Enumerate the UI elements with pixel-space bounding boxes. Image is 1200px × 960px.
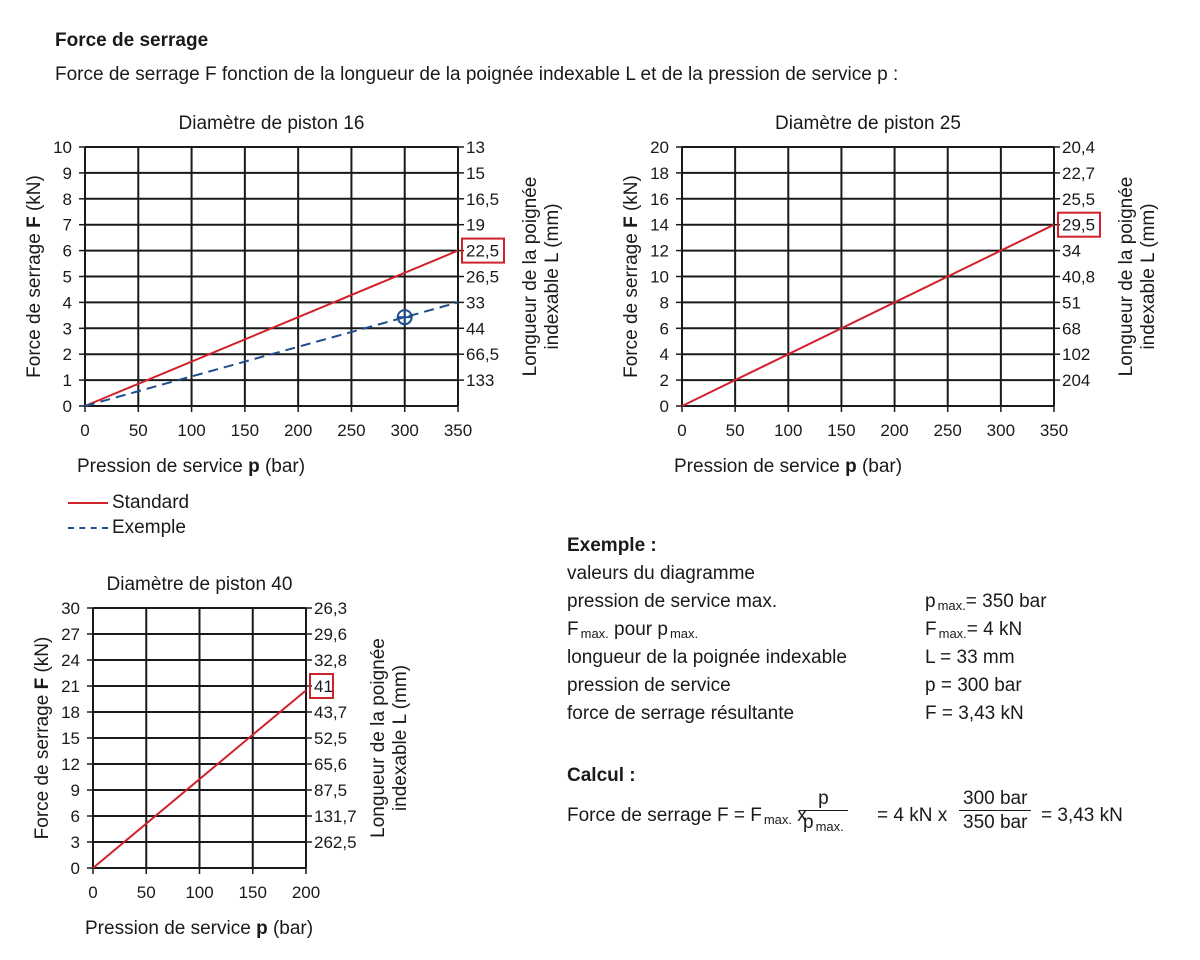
y2-tick-label: 22,5 — [466, 241, 500, 261]
y2-tick-label: 16,5 — [466, 189, 500, 209]
y-axis-label — [32, 637, 53, 840]
y-axis-label-part: Force de serrage — [621, 227, 642, 378]
example-row-value: F = 3,43 kN — [925, 703, 1024, 724]
y-tick-label: 24 — [61, 651, 80, 670]
y-tick-label: 8 — [62, 189, 72, 209]
example-row-label: longueur de la poignée indexable — [567, 647, 847, 668]
x-axis-label-part: (bar) — [267, 918, 314, 939]
y-tick-label: 14 — [650, 215, 669, 235]
example-row-values — [567, 560, 1127, 588]
x-tick-label: 0 — [80, 421, 90, 440]
x-tick-label: 150 — [827, 421, 856, 440]
chart-title: Diamètre de piston 25 — [775, 113, 961, 134]
y2-tick-label: 26,5 — [466, 267, 500, 287]
series-line-standard — [682, 225, 1054, 406]
y-tick-label: 1 — [62, 371, 72, 391]
legend-swatch-standard — [68, 502, 108, 504]
example-row-pressure — [567, 672, 1127, 700]
calculation-title: Calcul : — [567, 765, 636, 786]
y2-tick-label: 26,3 — [314, 599, 348, 618]
chart-3 — [32, 574, 411, 939]
x-axis-label-part: Pression de service — [85, 918, 257, 939]
y2-tick-label: 68 — [1062, 319, 1081, 339]
y-tick-label: 20 — [650, 138, 669, 157]
example-row-value: p $_{max.}$= 350 bar — [925, 591, 1047, 613]
y2-axis-label-line2: indexable L (mm) — [542, 203, 563, 350]
x-tick-label: 200 — [880, 421, 909, 440]
x-tick-label: 100 — [177, 421, 206, 440]
example-row-value: L = 33 mm — [925, 647, 1015, 668]
y-tick-label: 18 — [650, 163, 669, 183]
y-axis-label — [621, 175, 642, 378]
y2-tick-label: 22,7 — [1062, 163, 1096, 183]
y-tick-label: 10 — [53, 138, 72, 157]
y2-tick-label: 87,5 — [314, 781, 348, 800]
y-axis-label-part: (kN) — [24, 175, 45, 217]
legend-label-example: Exemple — [112, 517, 186, 538]
y-axis-label-part: Force de serrage — [24, 227, 45, 378]
y-tick-label: 6 — [70, 807, 80, 826]
example-row-pmax — [567, 588, 1127, 616]
x-tick-label: 250 — [337, 421, 366, 440]
y2-tick-label: 262,5 — [314, 833, 357, 852]
y2-tick-label: 52,5 — [314, 729, 348, 748]
legend-label-standard: Standard — [112, 492, 190, 513]
y2-axis-label-line2: indexable L (mm) — [390, 664, 411, 812]
y2-tick-label: 204 — [1062, 371, 1091, 391]
y2-tick-label: 25,5 — [1062, 189, 1096, 209]
x-tick-label: 0 — [677, 421, 687, 440]
x-tick-label: 300 — [986, 421, 1016, 440]
y-axis-label-part: F — [621, 216, 642, 228]
chart-title: Diamètre de piston 16 — [178, 113, 365, 134]
x-tick-label: 0 — [88, 883, 98, 902]
chart-title: Diamètre de piston 40 — [106, 574, 293, 595]
y2-tick-label: 15 — [466, 163, 485, 183]
y-tick-label: 15 — [61, 729, 80, 748]
y2-axis-label-line1: Longueur de la poignée — [1116, 176, 1137, 377]
y2-tick-label: 133 — [466, 371, 495, 391]
x-tick-label: 100 — [185, 883, 214, 902]
x-axis-label-part: Pression de service — [674, 456, 846, 477]
y-tick-label: 12 — [650, 241, 669, 261]
example-row-fmax — [567, 616, 1127, 644]
chart-1 — [24, 113, 563, 477]
y2-tick-label: 29,5 — [1062, 215, 1096, 235]
y2-tick-label: 41 — [314, 677, 333, 696]
y-axis-label-part: F — [32, 677, 53, 690]
page-title: Force de serrage — [55, 30, 209, 51]
y-tick-label: 10 — [650, 267, 669, 287]
x-tick-label: 50 — [725, 421, 745, 440]
example-row-label: force de serrage résultante — [567, 703, 795, 724]
x-axis-label-part: (bar) — [259, 456, 306, 477]
example-row-label: valeurs du diagramme — [567, 563, 755, 584]
example-box — [567, 532, 1127, 728]
y-tick-label: 0 — [70, 859, 80, 878]
x-tick-label: 350 — [1039, 421, 1069, 440]
y2-tick-label: 40,8 — [1062, 267, 1096, 287]
y2-tick-label: 19 — [466, 215, 485, 235]
x-tick-label: 50 — [128, 421, 148, 440]
example-row-length — [567, 644, 1127, 672]
x-tick-label: 300 — [390, 421, 419, 440]
y2-tick-label: 131,7 — [314, 807, 357, 826]
fraction-pressures — [959, 788, 1031, 835]
y2-tick-label: 43,7 — [314, 703, 348, 722]
y-tick-label: 12 — [61, 755, 80, 774]
y2-tick-label: 66,5 — [466, 345, 500, 365]
y-tick-label: 16 — [650, 189, 669, 209]
x-axis-label-part: Pression de service — [77, 456, 249, 477]
y-tick-label: 27 — [61, 625, 80, 644]
y2-tick-label: 33 — [466, 293, 485, 313]
legend-swatch-example — [68, 527, 108, 529]
x-tick-label: 200 — [283, 421, 313, 440]
x-axis-label — [674, 456, 902, 477]
y2-tick-label: 44 — [466, 319, 485, 339]
example-row-label: pression de service max. — [567, 591, 778, 612]
y-tick-label: 6 — [659, 319, 669, 339]
x-axis-label — [77, 456, 305, 477]
example-row-value: F $_{max.}$= 4 kN — [925, 619, 1023, 641]
y-tick-label: 2 — [62, 345, 72, 365]
x-axis-label-part: (bar) — [856, 456, 903, 477]
y-tick-label: 6 — [62, 241, 72, 261]
example-row-label: pression de service — [567, 675, 731, 696]
chart-2 — [621, 113, 1159, 477]
y-axis-label — [24, 175, 45, 378]
y-tick-label: 18 — [61, 703, 80, 722]
y2-axis-label-line1: Longueur de la poignée — [520, 176, 541, 377]
y-axis-label-part: F — [24, 216, 45, 228]
x-tick-label: 50 — [136, 883, 156, 902]
y-tick-label: 21 — [61, 677, 80, 696]
x-tick-label: 200 — [291, 883, 321, 902]
y2-tick-label: 102 — [1062, 345, 1091, 365]
y-tick-label: 0 — [62, 397, 72, 416]
y2-tick-label: 51 — [1062, 293, 1081, 313]
y-axis-label-part: Force de serrage — [32, 689, 53, 840]
x-axis-label-part: p — [248, 456, 260, 477]
calculation-box — [567, 764, 1123, 834]
y2-tick-label: 65,6 — [314, 755, 348, 774]
y-axis-label-part: (kN) — [621, 175, 642, 217]
fraction-denominator: 350 bar — [963, 812, 1028, 833]
x-axis-label-part: p — [256, 918, 268, 939]
y-axis-label-part: (kN) — [32, 636, 53, 678]
formula-result: = 3,43 kN — [1041, 805, 1123, 826]
y2-tick-label: 34 — [1062, 241, 1081, 261]
fraction-p-over-pmax — [799, 788, 848, 839]
y2-tick-label: 29,6 — [314, 625, 348, 644]
fraction-denominator: p $_{max.}$ — [803, 812, 844, 834]
y-tick-label: 2 — [659, 371, 669, 391]
x-tick-label: 350 — [443, 421, 473, 440]
y-tick-label: 30 — [61, 599, 80, 618]
y2-tick-label: 20,4 — [1062, 138, 1096, 157]
y-tick-label: 0 — [659, 397, 669, 416]
formula-prefix: Force de serrage F = F $_{max.}$ x — [567, 805, 807, 827]
y-tick-label: 4 — [62, 293, 72, 313]
y-tick-label: 3 — [62, 319, 72, 339]
x-axis-label — [85, 918, 313, 939]
y-tick-label: 8 — [659, 293, 669, 313]
y-tick-label: 9 — [62, 163, 72, 183]
example-title: Exemple : — [567, 535, 657, 556]
x-tick-label: 150 — [238, 883, 267, 902]
example-row-label: F $_{max.}$ pour p $_{max.}$ — [567, 619, 699, 641]
x-tick-label: 100 — [774, 421, 803, 440]
x-tick-label: 150 — [230, 421, 260, 440]
y-tick-label: 5 — [62, 267, 72, 287]
y2-axis-label-line1: Longueur de la poignée — [368, 638, 389, 838]
y-tick-label: 3 — [70, 833, 80, 852]
y2-tick-label: 32,8 — [314, 651, 348, 670]
y-tick-label: 4 — [659, 345, 669, 365]
formula-middle: = 4 kN x — [877, 805, 948, 826]
fraction-numerator: 300 bar — [959, 788, 1031, 811]
example-row-value: p = 300 bar — [925, 675, 1022, 696]
fraction-numerator: p — [799, 788, 848, 811]
x-tick-label: 250 — [933, 421, 962, 440]
y-tick-label: 7 — [62, 215, 72, 235]
example-row-force — [567, 700, 1127, 728]
y2-tick-label: 13 — [466, 138, 485, 157]
x-axis-label-part: p — [845, 456, 857, 477]
y2-axis-label-line2: indexable L (mm) — [1138, 203, 1159, 350]
page-subtitle: Force de serrage F fonction de la longueur de la poignée indexable L et de la pression de service p : — [55, 64, 899, 85]
y-tick-label: 9 — [70, 781, 80, 800]
